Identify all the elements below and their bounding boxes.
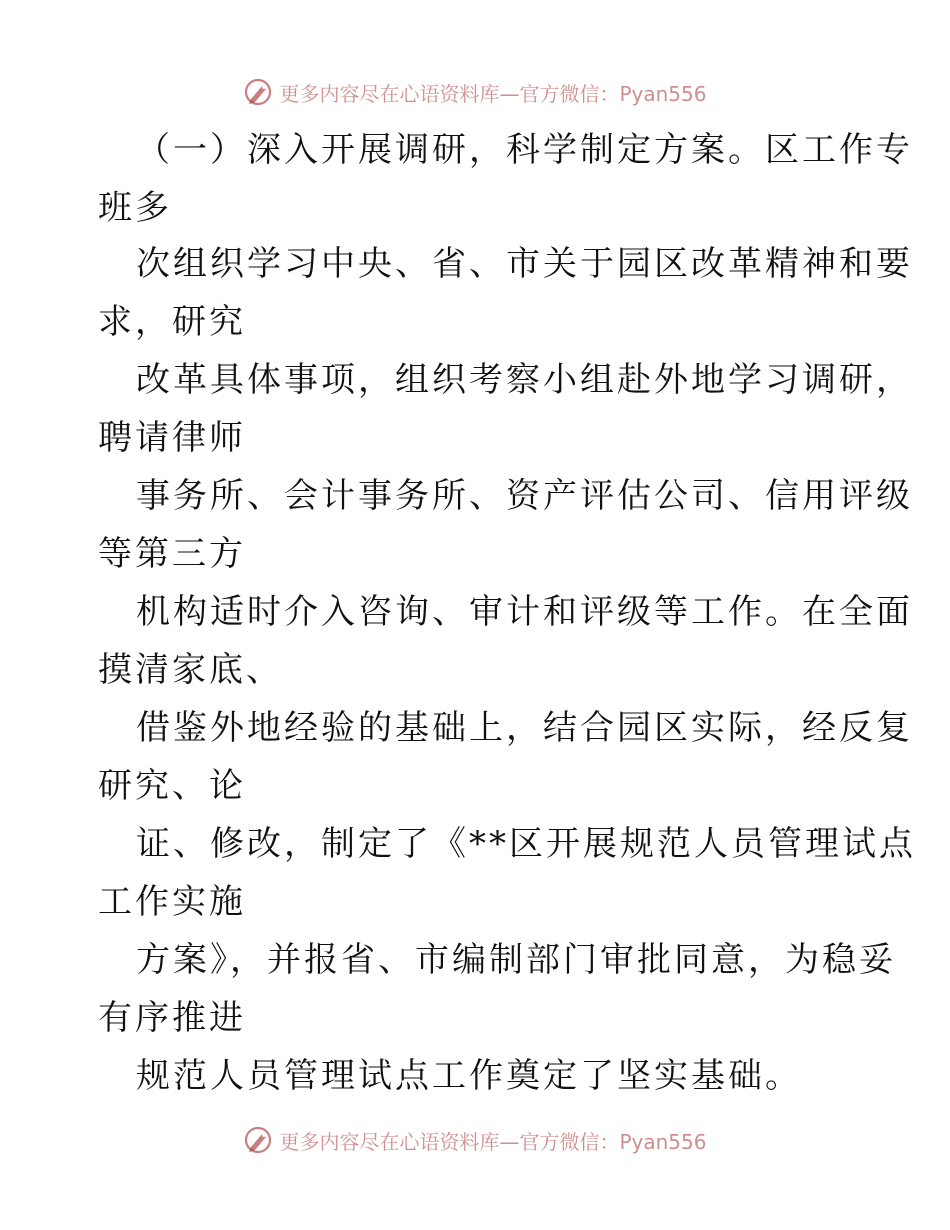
body-line: 有序推进 [98,998,246,1038]
body-line: 证、修改，制定了《**区开展规范人员管理试点 [136,824,916,864]
body-line: 借鉴外地经验的基础上，结合园区实际，经反复 [136,708,913,748]
body-line: 方案》，并报省、市编制部门审批同意，为稳妥 [136,940,896,980]
body-line: （一）深入开展调研，科学制定方案。区工作专 [136,130,913,170]
body-line: 研究、论 [98,766,246,806]
body-line: 摸清家底、 [98,650,283,690]
footer-watermark [0,1120,950,1160]
body-line: 等第三方 [98,534,246,574]
body-line: 规范人员管理试点工作奠定了坚实基础。 [136,1056,802,1096]
body-line: 求，研究 [98,302,246,342]
header-watermark [0,72,950,112]
body-line: 班多 [98,188,172,228]
body-line: 次组织学习中央、省、市关于园区改革精神和要 [136,244,913,284]
body-line: 工作实施 [98,882,246,922]
pen-logo-icon [243,1125,273,1155]
body-line: 事务所、会计事务所、资产评估公司、信用评级 [136,476,913,516]
body-line: 改革具体事项，组织考察小组赴外地学习调研， [136,360,913,400]
body-line: 聘请律师 [98,418,246,458]
pen-logo-icon [243,77,273,107]
watermark-text: 更多内容尽在心语资料库—官方微信：Pyan556 [279,1129,707,1154]
watermark-text: 更多内容尽在心语资料库—官方微信：Pyan556 [279,81,707,106]
body-line: 机构适时介入咨询、审计和评级等工作。在全面 [136,592,913,632]
